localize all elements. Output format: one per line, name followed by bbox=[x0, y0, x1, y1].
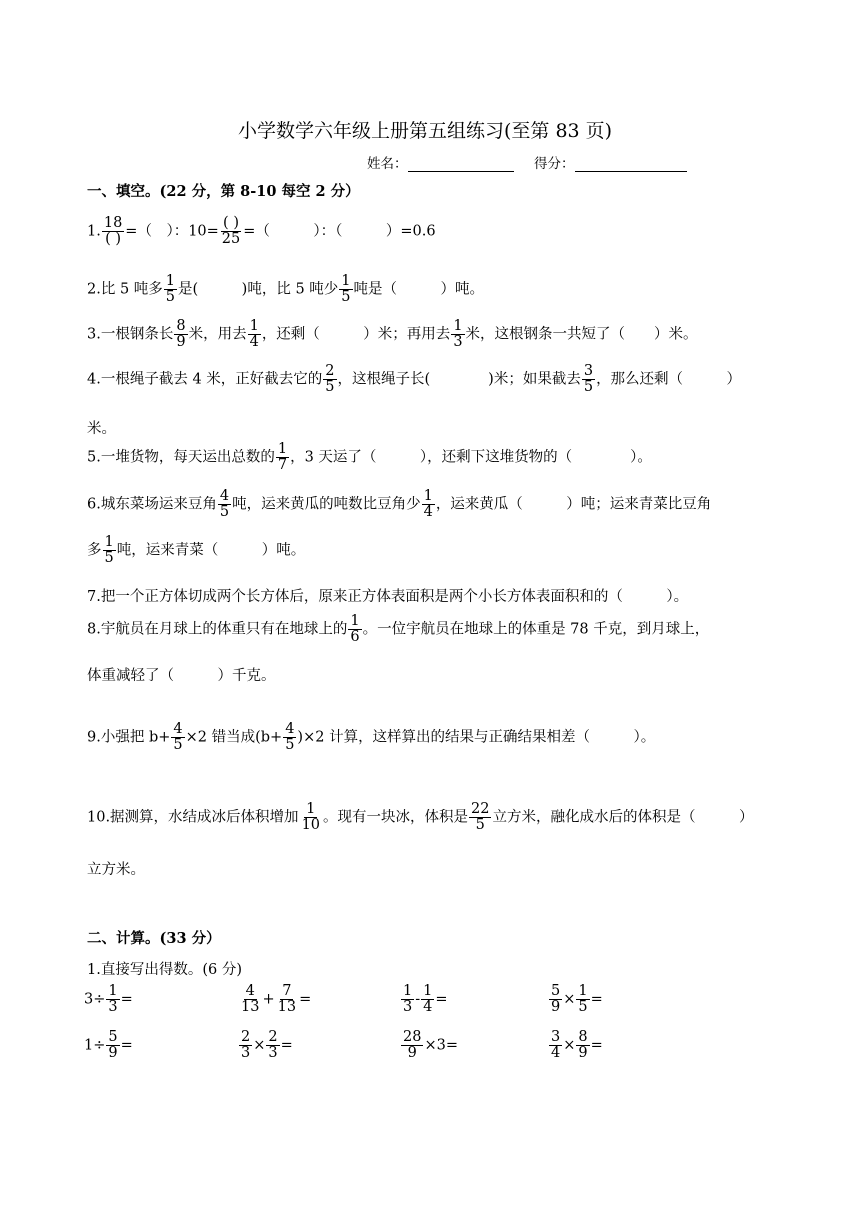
question-3: 3.一根钢条长 $\frac{8}{9}$ 米，用去 $\frac{1}{4}$ ，还剩（ ）米；再用去 $\frac{1}{3}$ 米，这根钢条一共短了（ ）米。 bbox=[87, 318, 698, 351]
q1-prefix: 1. bbox=[87, 223, 101, 240]
fraction: $\frac{1}{4}$ bbox=[249, 318, 259, 351]
fraction: $\frac{2}{3}$ bbox=[268, 1029, 278, 1062]
fraction: $\frac{28}{9}$ bbox=[403, 1029, 422, 1062]
fraction: $\frac{18}{( )}$ bbox=[103, 215, 123, 248]
fraction: $\frac{1}{6}$ bbox=[350, 613, 360, 646]
name-label: 姓名： bbox=[367, 156, 408, 172]
fraction: $\frac{8}{9}$ bbox=[578, 1029, 588, 1062]
fraction: $\frac{7}{13}$ bbox=[277, 983, 297, 1016]
question-6-continued: 多 $\frac{1}{5}$ 吨，运来青菜（ ）吨。 bbox=[87, 534, 306, 567]
fraction: $\frac{2}{3}$ bbox=[241, 1029, 251, 1062]
calc-item: $\frac{28}{9}$ ×3= bbox=[403, 1029, 458, 1062]
fraction: $\frac{4}{5}$ bbox=[219, 488, 230, 521]
section2-heading: 二、计算。(33 分） bbox=[87, 930, 221, 947]
question-4-continued: 米。 bbox=[87, 421, 116, 437]
question-4: 4.一根绳子截去 4 米，正好截去它的 $\frac{2}{5}$ ，这根绳子长( )米；如果截去 $\frac{3}{5}$ ，那么还剩（ ） bbox=[87, 363, 742, 396]
calc-item: $\frac{3}{4}$ × $\frac{8}{9}$ = bbox=[551, 1029, 603, 1062]
fraction: $\frac{1}{4}$ bbox=[423, 488, 433, 521]
question-10: 10.据测算，水结成冰后体积增加 $\frac{1}{10}$ 。现有一块冰，体积是 $\frac{22}{5}$ 立方米，融化成水后的体积是（ ） bbox=[87, 801, 754, 834]
fraction: $\frac{3}{4}$ bbox=[551, 1029, 561, 1062]
fraction: $\frac{4}{5}$ bbox=[285, 721, 295, 754]
fraction: $\frac{5}{9}$ bbox=[108, 1029, 118, 1062]
fraction: $\frac{1}{5}$ bbox=[341, 273, 351, 306]
q1-text: =（ ）：（ ）=0.6 bbox=[243, 223, 436, 240]
fraction: $\frac{5}{9}$ bbox=[551, 983, 561, 1016]
q1-text: =（ ）：10= bbox=[125, 223, 219, 240]
fraction: $\frac{1}{7}$ bbox=[277, 441, 288, 474]
name-blank[interactable] bbox=[408, 157, 514, 172]
question-7: 7.把一个正方体切成两个长方体后，原来正方体表面积是两个小长方体表面积和的（ ）。 bbox=[87, 589, 689, 605]
fraction: $\frac{4}{13}$ bbox=[241, 983, 260, 1016]
score-blank[interactable] bbox=[575, 157, 687, 172]
calc-item: $\frac{2}{3}$ × $\frac{2}{3}$ = bbox=[241, 1029, 293, 1062]
score-field[interactable] bbox=[534, 152, 687, 172]
name-field[interactable] bbox=[367, 152, 514, 172]
fraction: $\frac{1}{5}$ bbox=[104, 534, 114, 567]
fraction: $\frac{1}{5}$ bbox=[165, 273, 176, 306]
fraction: $\frac{8}{9}$ bbox=[176, 318, 186, 351]
calc-item: $\frac{5}{9}$ × $\frac{1}{5}$ = bbox=[551, 983, 603, 1016]
question-8-continued: 体重减轻了（ ）千克。 bbox=[87, 668, 276, 684]
calc-item: $\frac{1}{3}$ - $\frac{1}{4}$ = bbox=[403, 983, 448, 1016]
page-title: 小学数学六年级上册第五组练习(至第 83 页) bbox=[238, 120, 613, 142]
section2-sub1: 1.直接写出得数。(6 分) bbox=[87, 962, 242, 978]
question-6: 6.城东菜场运来豆角 $\frac{4}{5}$ 吨，运来黄瓜的吨数比豆角少 $\frac{1}{4}$ ，运来黄瓜（ ）吨；运来青菜比豆角 bbox=[87, 488, 712, 521]
question-2: 2.比 5 吨多 $\frac{1}{5}$ 是( )吨，比 5 吨少 $\frac{1}{5}$ 吨是（ ）吨。 bbox=[87, 273, 485, 306]
fraction: $\frac{1}{4}$ bbox=[423, 983, 433, 1016]
question-10-continued: 立方米。 bbox=[87, 862, 145, 878]
question-9: 9.小强把 b+ $\frac{4}{5}$ ×2 错当成(b+ $\frac{4}{5}$ )×2 计算，这样算出的结果与正确结果相差（ ）。 bbox=[87, 721, 656, 754]
fraction: $\frac{1}{3}$ bbox=[403, 983, 413, 1016]
fraction: $\frac{1}{3}$ bbox=[453, 318, 463, 351]
fraction: $\frac{1}{5}$ bbox=[578, 983, 588, 1016]
question-5: 5.一堆货物，每天运出总数的 $\frac{1}{7}$ ，3 天运了（ ），还剩下这堆货物的（ ）。 bbox=[87, 441, 652, 474]
fraction: $\frac{4}{5}$ bbox=[173, 721, 183, 754]
fraction: $\frac{1}{3}$ bbox=[108, 983, 118, 1016]
fraction: $\frac{3}{5}$ bbox=[583, 363, 594, 396]
section1-heading: 一、填空。(22 分，第 8-10 每空 2 分） bbox=[87, 183, 360, 200]
fraction: $\frac{22}{5}$ bbox=[471, 801, 490, 834]
score-label: 得分： bbox=[534, 156, 575, 172]
question-8: 8.宇航员在月球上的体重只有在地球上的 $\frac{1}{6}$ 。一位宇航员在地球上的体重是 78 千克，到月球上， bbox=[87, 613, 710, 646]
calc-item: 1÷ $\frac{5}{9}$ = bbox=[84, 1029, 133, 1062]
calc-item: 3÷ $\frac{1}{3}$ = bbox=[84, 983, 133, 1016]
calc-item: $\frac{4}{13}$ + $\frac{7}{13}$ = bbox=[241, 983, 312, 1016]
fraction: $\frac{2}{5}$ bbox=[325, 363, 335, 396]
question-1 bbox=[87, 216, 436, 247]
fraction: $\frac{( )}{25}$ bbox=[221, 215, 241, 248]
fraction: $\frac{1}{10}$ bbox=[301, 801, 321, 834]
